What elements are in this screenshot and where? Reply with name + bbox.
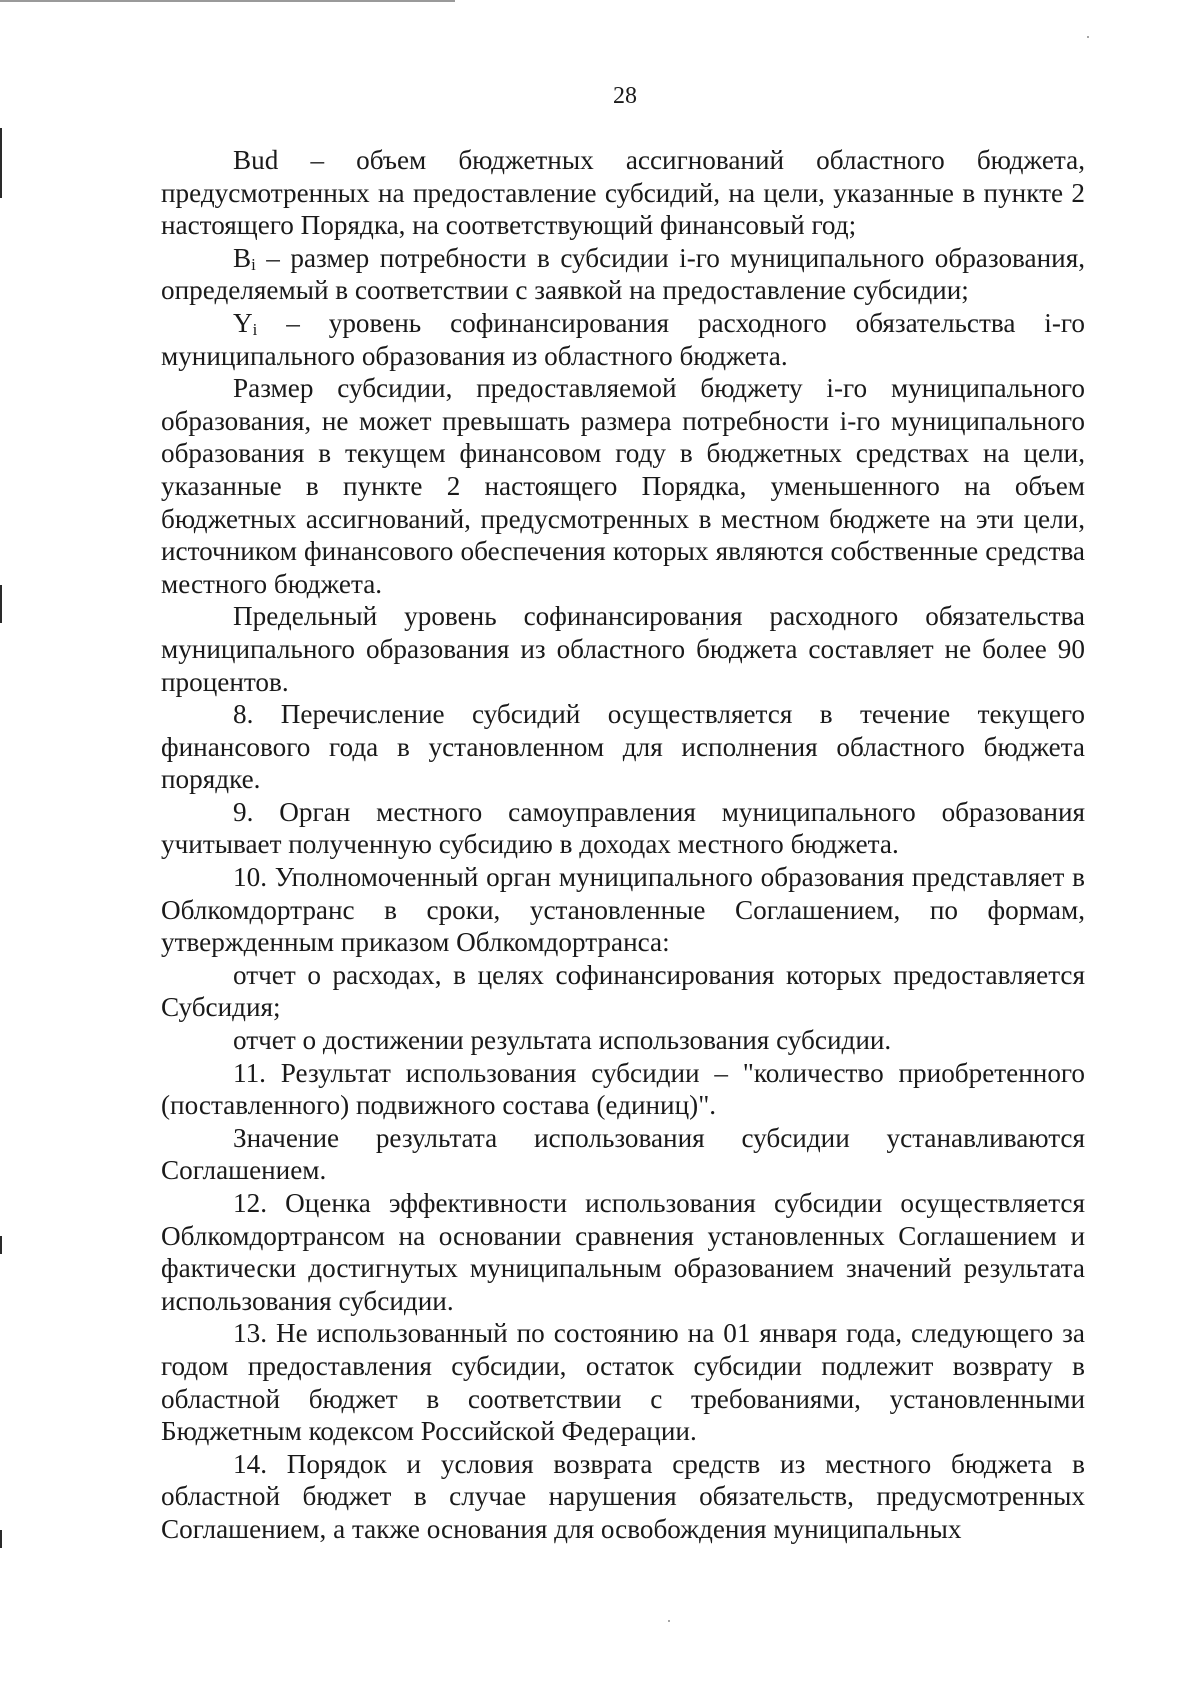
scan-top-edge xyxy=(0,0,455,2)
paragraph-clause-12: 12. Оценка эффективности использования субсидии осуществляется Облкомдортрансом на основании сравнения установленных Соглашением и фактически достигнутых муниципальным образованием значений результата использования субсидии. xyxy=(161,1188,1085,1316)
paragraph-bud-definition xyxy=(161,144,1085,242)
symbol-b: B xyxy=(233,242,252,273)
scan-left-margin-mark xyxy=(0,585,2,623)
symbol-subscript: i xyxy=(251,254,256,274)
definition-text: – размер потребности в субсидии i-го муниципального образования, определяемый в соответствии с заявкой на предоставление субсидии; xyxy=(161,242,1085,306)
scan-speck xyxy=(1087,36,1089,38)
page-number: 28 xyxy=(613,83,637,109)
symbol-bud: Bud xyxy=(233,145,279,175)
paragraph-clause-11-value: Значение результата использования субсидии устанавливаются Соглашением. xyxy=(161,1122,1085,1186)
paragraph-bi-definition xyxy=(161,242,1085,307)
scan-left-margin-mark xyxy=(0,128,2,198)
document-body xyxy=(161,144,1085,1546)
scan-left-margin-mark xyxy=(0,1236,2,1254)
symbol-y: Y xyxy=(233,307,253,338)
paragraph-clause-10-report-result: отчет о достижении результата использования субсидии. xyxy=(233,1025,892,1056)
scan-left-margin-mark xyxy=(0,1530,2,1548)
paragraph-clause-8: 8. Перечисление субсидий осуществляется в течение текущего финансового года в установленном для исполнения областного бюджета порядке. xyxy=(161,699,1085,795)
paragraph-clause-10-report-expenses: отчет о расходах, в целях софинансирования которых предоставляется Субсидия; xyxy=(161,959,1085,1023)
definition-text: – объем бюджетных ассигнований областного бюджета, предусмотренных на предоставление субсидий, на цели, указанные в пункте 2 настоящего Порядка, на соответствующий финансовый год; xyxy=(161,145,1085,241)
paragraph-clause-9: 9. Орган местного самоуправления муниципального образования учитывает полученную субсидию в доходах местного бюджета. xyxy=(161,796,1085,860)
paragraph-cofinancing-limit: Предельный уровень софинансирования расходного обязательства муниципального образования из областного бюджета составляет не более 90 процентов. xyxy=(161,601,1085,697)
symbol-subscript: i xyxy=(252,320,258,339)
paragraph-clause-10: 10. Уполномоченный орган муниципального образования представляет в Облкомдортранс в сроки, установленные Соглашением, по формам, утвержденным приказом Облкомдортранса: xyxy=(161,862,1085,958)
definition-text: – уровень софинансирования расходного обязательства i-го муниципального образования из областного бюджета. xyxy=(161,307,1085,371)
paragraph-clause-13: 13. Не использованный по состоянию на 01 января года, следующего за годом предоставления субсидии, остаток субсидии подлежит возврату в областной бюджет в соответствии с требованиями, установленными Бюджетным кодексом Российской Федерации. xyxy=(161,1318,1085,1447)
paragraph-subsidy-size: Размер субсидии, предоставляемой бюджету i-го муниципального образования, не может превышать размера потребности i-го муниципального образования в текущем финансовом году в бюджетных средствах на цели, указанные в пункте 2 настоящего Порядка, уменьшенного на объем бюджетных ассигнований, предусмотренных в местном бюджете на эти цели, источником финансового обеспечения которых являются собственные средства местного бюджета. xyxy=(161,373,1085,599)
paragraph-yi-definition xyxy=(161,307,1085,372)
paragraph-clause-11: 11. Результат использования субсидии – "количество приобретенного (поставленного) подвижного состава (единиц)". xyxy=(161,1057,1085,1121)
scan-speck xyxy=(668,1620,670,1622)
paragraph-clause-14: 14. Порядок и условия возврата средств из местного бюджета в областной бюджет в случае нарушения обязательств, предусмотренных Соглашением, а также основания для освобождения муниципальных xyxy=(161,1448,1085,1544)
